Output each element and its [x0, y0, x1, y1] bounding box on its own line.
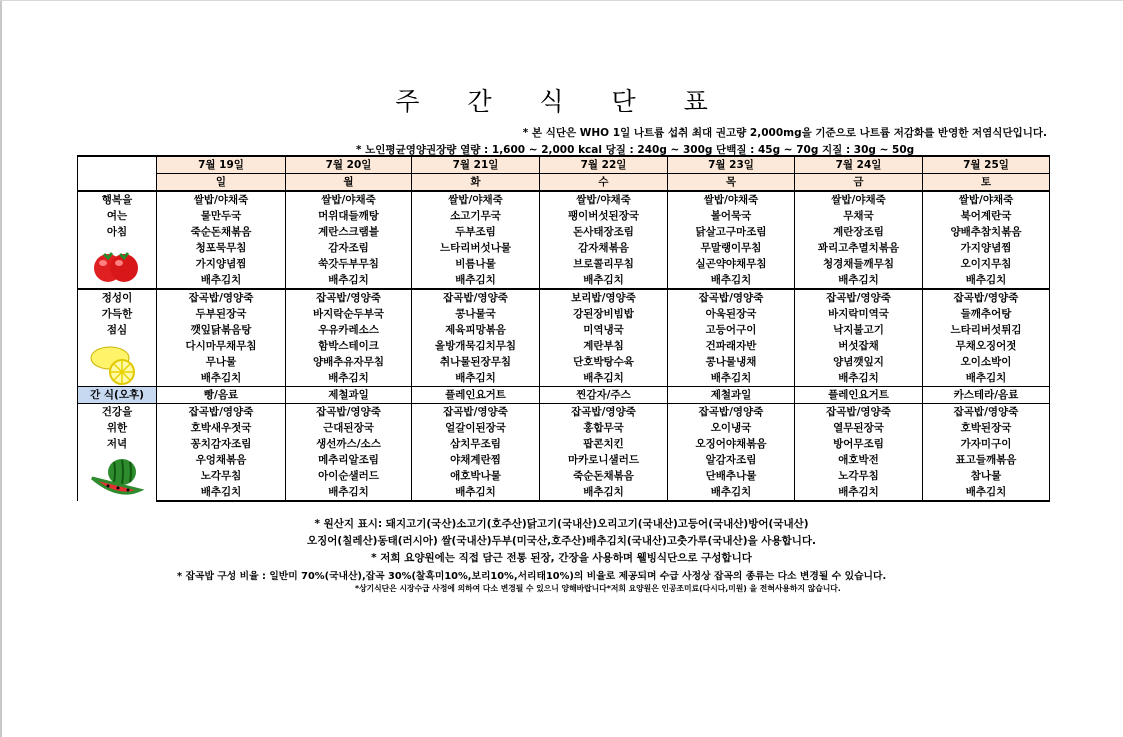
- menu-item: 잡곡밥/영양죽: [286, 404, 412, 421]
- menu-item: 두부조림: [412, 224, 540, 240]
- menu-item: 비름나물: [412, 256, 540, 272]
- menu-item: 배추김치: [157, 272, 286, 289]
- menu-item: 쌀밥/야채죽: [540, 191, 668, 208]
- menu-item: 배추김치: [412, 272, 540, 289]
- menu-item: 쌀밥/야채죽: [668, 191, 795, 208]
- lunch-label-text: 점심: [106, 324, 128, 336]
- lunch-label-text: 정성이: [101, 292, 133, 304]
- lunch-label-text: 가득한: [101, 308, 133, 320]
- breakfast-row: [78, 208, 1050, 224]
- breakfast-label: [78, 191, 157, 289]
- menu-item: 닭살고구마조림: [668, 224, 795, 240]
- date-cell: 7월 19일: [157, 156, 286, 174]
- menu-item: 배추김치: [795, 272, 923, 289]
- menu-item: 마카로니샐러드: [540, 452, 668, 468]
- menu-item: 배추김치: [668, 272, 795, 289]
- menu-item: 표고들깨볶음: [923, 452, 1050, 468]
- menu-item: 양배추유자무침: [286, 354, 412, 370]
- menu-item: 무채국: [795, 208, 923, 224]
- menu-item: 배추김치: [412, 370, 540, 387]
- menu-item: 야채계란찜: [412, 452, 540, 468]
- menu-item: 아욱된장국: [668, 306, 795, 322]
- menu-item: 청경채들깨무침: [795, 256, 923, 272]
- weekday-cell: 목: [668, 174, 795, 192]
- menu-item: 가지양념찜: [923, 240, 1050, 256]
- menu-item: 쌀밥/야채죽: [286, 191, 412, 208]
- snack-row: [78, 387, 1050, 404]
- menu-item: 계란스크램블: [286, 224, 412, 240]
- snack-item: 제철과일: [668, 387, 795, 404]
- menu-item: 배추김치: [157, 484, 286, 501]
- snack-item: 제철과일: [286, 387, 412, 404]
- menu-item: 미역냉국: [540, 322, 668, 338]
- change-disclaimer-note: *상기식단은 시장수급 사정에 의하여 다소 변경될 수 있으니 양해바랍니다*저희 요양원은 인공조미료(다시다,미원) 을 전혀사용하지 않습니다.: [355, 584, 841, 593]
- snack-item: 플레인요거트: [412, 387, 540, 404]
- lemon-icon: [88, 342, 146, 387]
- menu-item: 양념깻잎지: [795, 354, 923, 370]
- origin-note-continued: 오징어(칠레산)동태(러시아) 쌀(국내산)두부(미국산,호주산)배추김치(국내산)고춧가루(국내산)을 사용합니다.: [306, 535, 817, 547]
- menu-item: 오이소박이: [923, 354, 1050, 370]
- weekday-cell: 금: [795, 174, 923, 192]
- menu-item: 배추김치: [412, 484, 540, 501]
- menu-item: 잡곡밥/영양죽: [923, 289, 1050, 306]
- snack-item: 찐감자/주스: [540, 387, 668, 404]
- menu-item: 무채오징어젓: [923, 338, 1050, 354]
- weekday-cell: 토: [923, 174, 1050, 192]
- menu-item: 들깨추어탕: [923, 306, 1050, 322]
- menu-item: 배추김치: [668, 370, 795, 387]
- menu-item: 느타리버섯튀김: [923, 322, 1050, 338]
- weekday-row: [78, 174, 1050, 192]
- dinner-row: [78, 468, 1050, 484]
- menu-item: 노각무침: [795, 468, 923, 484]
- page-title: 주 간 식 단 표: [395, 87, 728, 116]
- date-cell: 7월 23일: [668, 156, 795, 174]
- menu-item: 배추김치: [157, 370, 286, 387]
- menu-item: 제육피망볶음: [412, 322, 540, 338]
- menu-item: 취나물된장무침: [412, 354, 540, 370]
- menu-item: 양배추참치볶음: [923, 224, 1050, 240]
- menu-item: 계란부침: [540, 338, 668, 354]
- menu-item: 두부된장국: [157, 306, 286, 322]
- menu-item: 브로콜리무침: [540, 256, 668, 272]
- date-cell: 7월 21일: [412, 156, 540, 174]
- menu-item: 잡곡밥/영양죽: [795, 404, 923, 421]
- menu-item: 보리밥/영양죽: [540, 289, 668, 306]
- dinner-label: [78, 404, 157, 502]
- date-cell: 7월 24일: [795, 156, 923, 174]
- menu-item: 단호박탕수육: [540, 354, 668, 370]
- menu-item: 잡곡밥/영양죽: [412, 289, 540, 306]
- menu-item: 메추리알조림: [286, 452, 412, 468]
- menu-item: 쌀밥/야채죽: [412, 191, 540, 208]
- menu-item: 팽이버섯된장국: [540, 208, 668, 224]
- menu-item: 호박새우젓국: [157, 420, 286, 436]
- dinner-label-text: 저녁: [106, 438, 128, 450]
- menu-item: 쌀밥/야채죽: [795, 191, 923, 208]
- breakfast-row: [78, 240, 1050, 256]
- snack-item: 빵/음료: [157, 387, 286, 404]
- menu-item: 오이냉국: [668, 420, 795, 436]
- menu-item: 다시마무채무침: [157, 338, 286, 354]
- menu-item: 방어무조림: [795, 436, 923, 452]
- menu-item: 배추김치: [286, 272, 412, 289]
- lunch-row: [78, 370, 1050, 387]
- menu-item: 참나물: [923, 468, 1050, 484]
- menu-item: 깻잎닭볶음탕: [157, 322, 286, 338]
- grain-ratio-note: * 잡곡밥 구성 비율 : 일반미 70%(국내산),잡곡 30%(찰흑미10%,보리10%,서리태10%)의 비율로 제공되며 수급 사정상 잡곡의 종류는 다소 변경될 수 있습니다.: [177, 571, 887, 582]
- breakfast-row: [78, 272, 1050, 289]
- menu-item: 노각무침: [157, 468, 286, 484]
- menu-item: 청포묵무침: [157, 240, 286, 256]
- menu-item: 무나물: [157, 354, 286, 370]
- menu-item: 죽순돈채볶음: [540, 468, 668, 484]
- wellbeing-note: * 저희 요양원에는 직접 담근 전통 된장, 간장을 사용하며 웰빙식단으로 구성합니다: [371, 552, 752, 564]
- menu-item: 배추김치: [286, 484, 412, 501]
- snack-label: 간 식(오후): [78, 387, 157, 404]
- menu-item: 감자조림: [286, 240, 412, 256]
- menu-item: 낙지불고기: [795, 322, 923, 338]
- menu-item: 바지락순두부국: [286, 306, 412, 322]
- menu-item: 잡곡밥/영양죽: [923, 404, 1050, 421]
- menu-item: 잡곡밥/영양죽: [412, 404, 540, 421]
- dinner-row: [78, 420, 1050, 436]
- menu-item: 소고기무국: [412, 208, 540, 224]
- menu-item: 건파래자반: [668, 338, 795, 354]
- breakfast-row: [78, 256, 1050, 272]
- breakfast-row: [78, 191, 1050, 208]
- lunch-row: [78, 338, 1050, 354]
- menu-item: 생선까스/소스: [286, 436, 412, 452]
- menu-item: 오이지무침: [923, 256, 1050, 272]
- menu-item: 우유카레소스: [286, 322, 412, 338]
- sodium-note: * 본 식단은 WHO 1일 나트륨 섭취 최대 권고량 2,000mg을 기준으로 나트륨 저감화를 반영한 저염식단입니다.: [522, 127, 1047, 139]
- menu-item: 쑥갓두부무침: [286, 256, 412, 272]
- breakfast-label-text: 여는: [106, 210, 128, 222]
- menu-item: 잡곡밥/영양죽: [668, 289, 795, 306]
- snack-item: 플레인요거트: [795, 387, 923, 404]
- weekday-cell: 일: [157, 174, 286, 192]
- lunch-label: [78, 289, 157, 387]
- breakfast-row: [78, 224, 1050, 240]
- page-top-edge: [0, 0, 1123, 1]
- lunch-row: [78, 306, 1050, 322]
- menu-item: 무말랭이무침: [668, 240, 795, 256]
- origin-note: * 원산지 표시: 돼지고기(국산)소고기(호주산)닭고기(국내산)오리고기(국내산)고등어(국내산)방어(국내산): [314, 518, 809, 530]
- menu-item: 잡곡밥/영양죽: [795, 289, 923, 306]
- menu-item: 잡곡밥/영양죽: [157, 404, 286, 421]
- menu-item: 배추김치: [668, 484, 795, 501]
- lunch-row: [78, 289, 1050, 306]
- dinner-row: [78, 436, 1050, 452]
- lunch-row: [78, 322, 1050, 338]
- menu-item: 함박스테이크: [286, 338, 412, 354]
- corner-cell: [78, 156, 157, 191]
- lunch-row: [78, 354, 1050, 370]
- weekday-cell: 월: [286, 174, 412, 192]
- menu-item: 머위대들깨탕: [286, 208, 412, 224]
- menu-item: 쌀밥/야채죽: [157, 191, 286, 208]
- menu-item: 북어계란국: [923, 208, 1050, 224]
- date-cell: 7월 25일: [923, 156, 1050, 174]
- menu-item: 잡곡밥/영양죽: [540, 404, 668, 421]
- menu-item: 아이순샐러드: [286, 468, 412, 484]
- menu-item: 실곤약야채무침: [668, 256, 795, 272]
- menu-item: 돈사태장조림: [540, 224, 668, 240]
- dinner-label-text: 건강을: [101, 406, 133, 418]
- menu-item: 애호박나물: [412, 468, 540, 484]
- menu-item: 감자채볶음: [540, 240, 668, 256]
- weekday-cell: 수: [540, 174, 668, 192]
- menu-item: 우엉채볶음: [157, 452, 286, 468]
- menu-item: 볼어묵국: [668, 208, 795, 224]
- menu-item: 물만두국: [157, 208, 286, 224]
- menu-item: 오징어야채볶음: [668, 436, 795, 452]
- menu-item: 쌀밥/야채죽: [923, 191, 1050, 208]
- dinner-row: [78, 404, 1050, 421]
- menu-item: 잡곡밥/영양죽: [157, 289, 286, 306]
- menu-item: 삼치무조림: [412, 436, 540, 452]
- menu-item: 홍합무국: [540, 420, 668, 436]
- dinner-row: [78, 484, 1050, 501]
- menu-item: 강된장비빔밥: [540, 306, 668, 322]
- menu-item: 죽순돈채볶음: [157, 224, 286, 240]
- menu-item: 열무된장국: [795, 420, 923, 436]
- menu-item: 배추김치: [795, 484, 923, 501]
- menu-item: 버섯잡채: [795, 338, 923, 354]
- date-row: [78, 156, 1050, 174]
- dinner-row: [78, 452, 1050, 468]
- menu-item: 고등어구이: [668, 322, 795, 338]
- menu-item: 잡곡밥/영양죽: [286, 289, 412, 306]
- menu-item: 배추김치: [540, 484, 668, 501]
- watermelon-icon: [88, 456, 146, 501]
- menu-item: 잡곡밥/영양죽: [668, 404, 795, 421]
- weekday-cell: 화: [412, 174, 540, 192]
- tomato-icon: [88, 244, 146, 289]
- dinner-label-text: 위한: [106, 422, 128, 434]
- nutrition-note: * 노인평균영양권장량 열량 : 1,600 ~ 2,000 kcal 당질 : 240g ~ 300g 단백질 : 45g ~ 70g 지질 : 30g ~ 50g: [356, 144, 915, 156]
- menu-item: 배추김치: [923, 370, 1050, 387]
- menu-item: 꽈리고추멸치볶음: [795, 240, 923, 256]
- date-cell: 7월 20일: [286, 156, 412, 174]
- menu-item: 배추김치: [540, 370, 668, 387]
- menu-item: 얼갈이된장국: [412, 420, 540, 436]
- menu-item: 바지락미역국: [795, 306, 923, 322]
- menu-item: 근대된장국: [286, 420, 412, 436]
- menu-item: 가지양념찜: [157, 256, 286, 272]
- date-cell: 7월 22일: [540, 156, 668, 174]
- menu-item: 호박된장국: [923, 420, 1050, 436]
- menu-item: 배추김치: [540, 272, 668, 289]
- weekly-menu-table: [77, 155, 1050, 502]
- breakfast-label-text: 행복을: [101, 194, 133, 206]
- menu-item: 느타리버섯나물: [412, 240, 540, 256]
- menu-item: 올방개묵김치무침: [412, 338, 540, 354]
- menu-item: 가자미구이: [923, 436, 1050, 452]
- snack-item: 카스테라/음료: [923, 387, 1050, 404]
- menu-item: 배추김치: [286, 370, 412, 387]
- menu-item: 배추김치: [923, 484, 1050, 501]
- menu-item: 단배추나물: [668, 468, 795, 484]
- menu-item: 팝콘치킨: [540, 436, 668, 452]
- menu-item: 꽁치감자조림: [157, 436, 286, 452]
- menu-item: 배추김치: [923, 272, 1050, 289]
- menu-item: 애호박전: [795, 452, 923, 468]
- menu-item: 콩나물국: [412, 306, 540, 322]
- menu-item: 계란장조림: [795, 224, 923, 240]
- menu-item: 콩나물냉채: [668, 354, 795, 370]
- menu-item: 알감자조림: [668, 452, 795, 468]
- breakfast-label-text: 아침: [106, 226, 128, 238]
- menu-item: 배추김치: [795, 370, 923, 387]
